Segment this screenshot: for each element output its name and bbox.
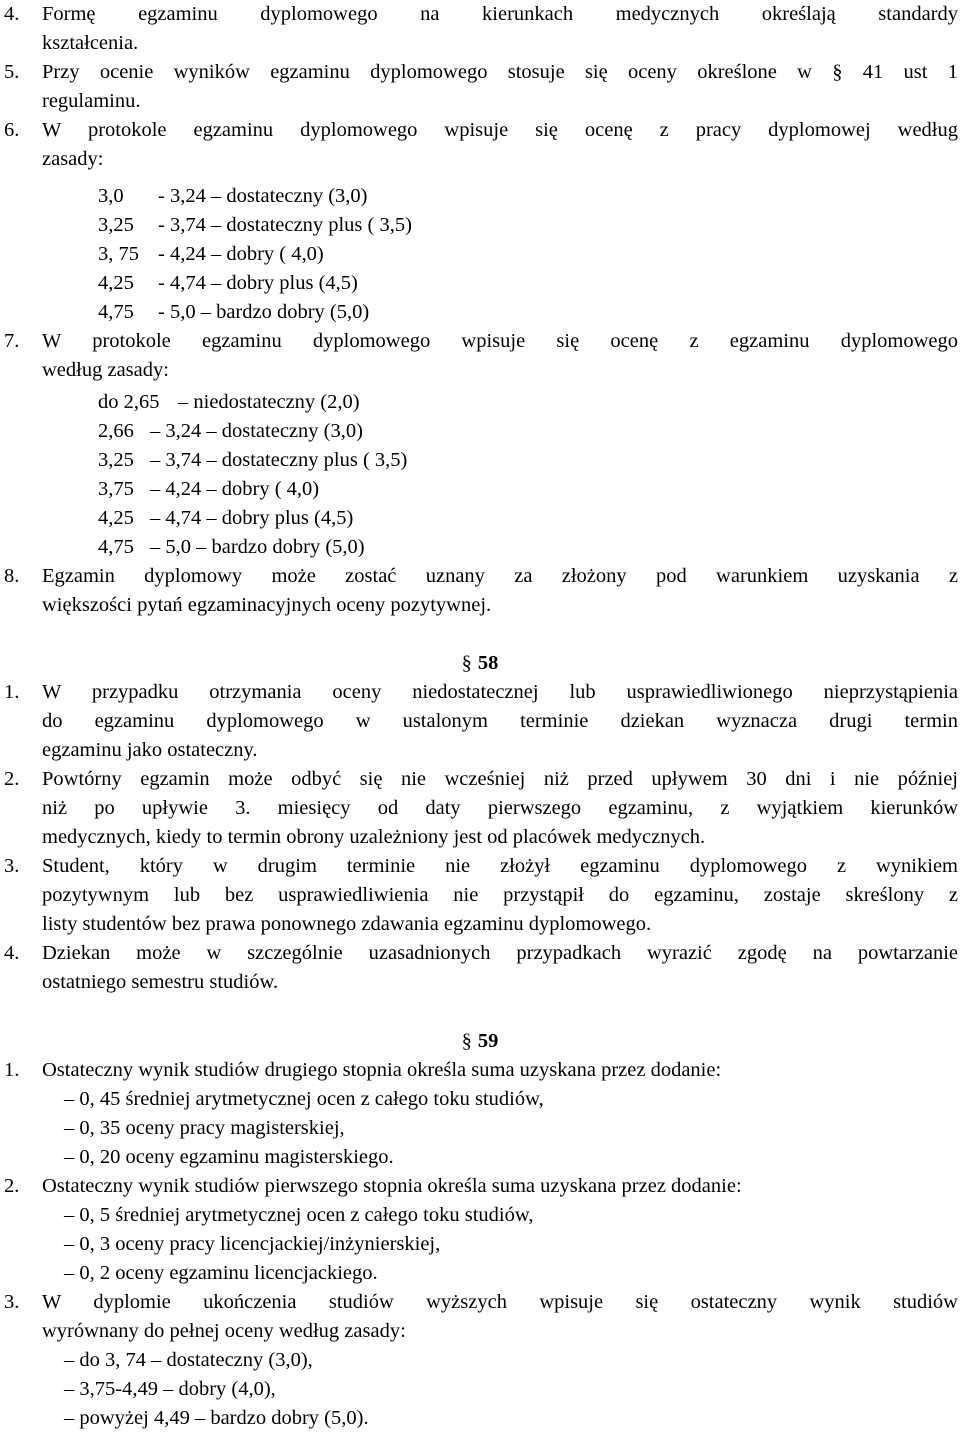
section-heading-58 (0, 646, 960, 680)
dash-item: – 0, 20 oceny egzaminu magisterskiego. (64, 1146, 394, 1168)
paragraph-line: pozytywnym lub bez usprawiedliwienia nie przystąpił do egzaminu, zostaje skreślony z (42, 884, 958, 906)
grade-range-to: – 5,0 – bardzo dobry (5,0) (150, 536, 365, 558)
list-number: 3. (4, 1291, 20, 1313)
paragraph-line: ostatniego semestru studiów. (42, 971, 279, 993)
paragraph-line: wyrównany do pełnej oceny według zasady: (42, 1320, 406, 1342)
paragraph-line: Przy ocenie wyników egzaminu dyplomowego stosuje się oceny określone w § 41 ust 1 (42, 61, 958, 83)
dash-item: – 0, 2 oceny egzaminu licencjackiego. (64, 1262, 378, 1284)
dash-item: – 0, 5 średniej arytmetycznej ocen z całego toku studiów, (64, 1204, 534, 1226)
paragraph-line: listy studentów bez prawa ponownego zdawania egzaminu dyplomowego. (42, 913, 652, 935)
section-heading-59 (0, 1024, 960, 1058)
list-number: 8. (4, 565, 20, 587)
paragraph-line: medycznych, kiedy to termin obrony uzależniony jest od placówek medycznych. (42, 826, 706, 848)
list-number: 2. (4, 768, 20, 790)
paragraph-line: egzaminu jako ostateczny. (42, 739, 258, 761)
grade-range-to: - 4,24 – dobry ( 4,0) (158, 243, 324, 265)
grade-range-to: - 5,0 – bardzo dobry (5,0) (158, 301, 370, 323)
paragraph-line: zasady: (42, 148, 104, 170)
list-number: 7. (4, 330, 20, 352)
dash-item: – 0, 35 oceny pracy magisterskiej, (64, 1117, 345, 1139)
grade-range-from: 4,25 (98, 272, 134, 294)
paragraph-line: Dziekan może w szczególnie uzasadnionych przypadkach wyrazić zgodę na powtarzanie (42, 942, 958, 964)
list-number: 5. (4, 61, 20, 83)
paragraph-line: W dyplomie ukończenia studiów wyższych wpisuje się ostateczny wynik studiów (42, 1291, 958, 1313)
grade-range-to: - 3,74 – dostateczny plus ( 3,5) (158, 214, 412, 236)
grade-range-from: 3, 75 (98, 243, 139, 265)
section-number: 58 (477, 652, 499, 674)
list-number: 1. (4, 681, 20, 703)
paragraph-line: Student, który w drugim terminie nie złożył egzaminu dyplomowego z wynikiem (42, 855, 958, 877)
dash-item: – do 3, 74 – dostateczny (3,0), (64, 1349, 313, 1371)
paragraph-line: Ostateczny wynik studiów pierwszego stopnia określa suma uzyskana przez dodanie: (42, 1175, 742, 1197)
grade-range-to: – 3,24 – dostateczny (3,0) (150, 420, 363, 442)
paragraph-line: Ostateczny wynik studiów drugiego stopnia określa suma uzyskana przez dodanie: (42, 1059, 722, 1081)
grade-range-from: 3,25 (98, 449, 134, 471)
paragraph-line: W protokole egzaminu dyplomowego wpisuje się ocenę z pracy dyplomowej według (42, 119, 958, 141)
list-number: 4. (4, 942, 20, 964)
list-number: 2. (4, 1175, 20, 1197)
paragraph-line: W przypadku otrzymania oceny niedostatecznej lub usprawiedliwionego nieprzystąpienia (42, 681, 958, 703)
grade-range-from: 3,0 (98, 185, 124, 207)
dash-item: – 3,75-4,49 – dobry (4,0), (64, 1378, 276, 1400)
grade-range-from: 4,75 (98, 536, 134, 558)
grade-range-to: – niedostateczny (2,0) (178, 391, 360, 413)
list-number: 4. (4, 3, 20, 25)
list-number: 3. (4, 855, 20, 877)
grade-range-from: 4,25 (98, 507, 134, 529)
dash-item: – powyżej 4,49 – bardzo dobry (5,0). (64, 1407, 369, 1429)
grade-range-to: - 4,74 – dobry plus (4,5) (158, 272, 358, 294)
paragraph-line: regulaminu. (42, 90, 141, 112)
grade-range-from: 2,66 (98, 420, 134, 442)
paragraph-line: niż po upływie 3. miesięcy od daty pierwszego egzaminu, z wyjątkiem kierunków (42, 797, 958, 819)
grade-range-from: 3,25 (98, 214, 134, 236)
paragraph-line: W protokole egzaminu dyplomowego wpisuje się ocenę z egzaminu dyplomowego (42, 330, 958, 352)
section-sign: § (461, 1030, 472, 1052)
list-number: 6. (4, 119, 20, 141)
list-number: 1. (4, 1059, 20, 1081)
grade-range-from: 4,75 (98, 301, 134, 323)
dash-item: – 0, 45 średniej arytmetycznej ocen z całego toku studiów, (64, 1088, 544, 1110)
paragraph-line: większości pytań egzaminacyjnych oceny pozytywnej. (42, 594, 492, 616)
paragraph-line: Powtórny egzamin może odbyć się nie wcześniej niż przed upływem 30 dni i nie później (42, 768, 958, 790)
grade-range-to: – 4,74 – dobry plus (4,5) (150, 507, 354, 529)
paragraph-line: według zasady: (42, 359, 169, 381)
grade-range-to: - 3,24 – dostateczny (3,0) (158, 185, 368, 207)
grade-range-to: – 4,24 – dobry ( 4,0) (150, 478, 320, 500)
section-sign: § (461, 652, 472, 674)
paragraph-line: Formę egzaminu dyplomowego na kierunkach medycznych określają standardy (42, 3, 958, 25)
grade-range-from: do 2,65 (98, 391, 160, 413)
grade-range-from: 3,75 (98, 478, 134, 500)
section-number: 59 (477, 1030, 499, 1052)
paragraph-line: kształcenia. (42, 32, 139, 54)
dash-item: – 0, 3 oceny pracy licencjackiej/inżynierskiej, (64, 1233, 441, 1255)
paragraph-line: do egzaminu dyplomowego w ustalonym terminie dziekan wyznacza drugi termin (42, 710, 958, 732)
grade-range-to: – 3,74 – dostateczny plus ( 3,5) (150, 449, 408, 471)
paragraph-line: Egzamin dyplomowy może zostać uznany za złożony pod warunkiem uzyskania z (42, 565, 958, 587)
